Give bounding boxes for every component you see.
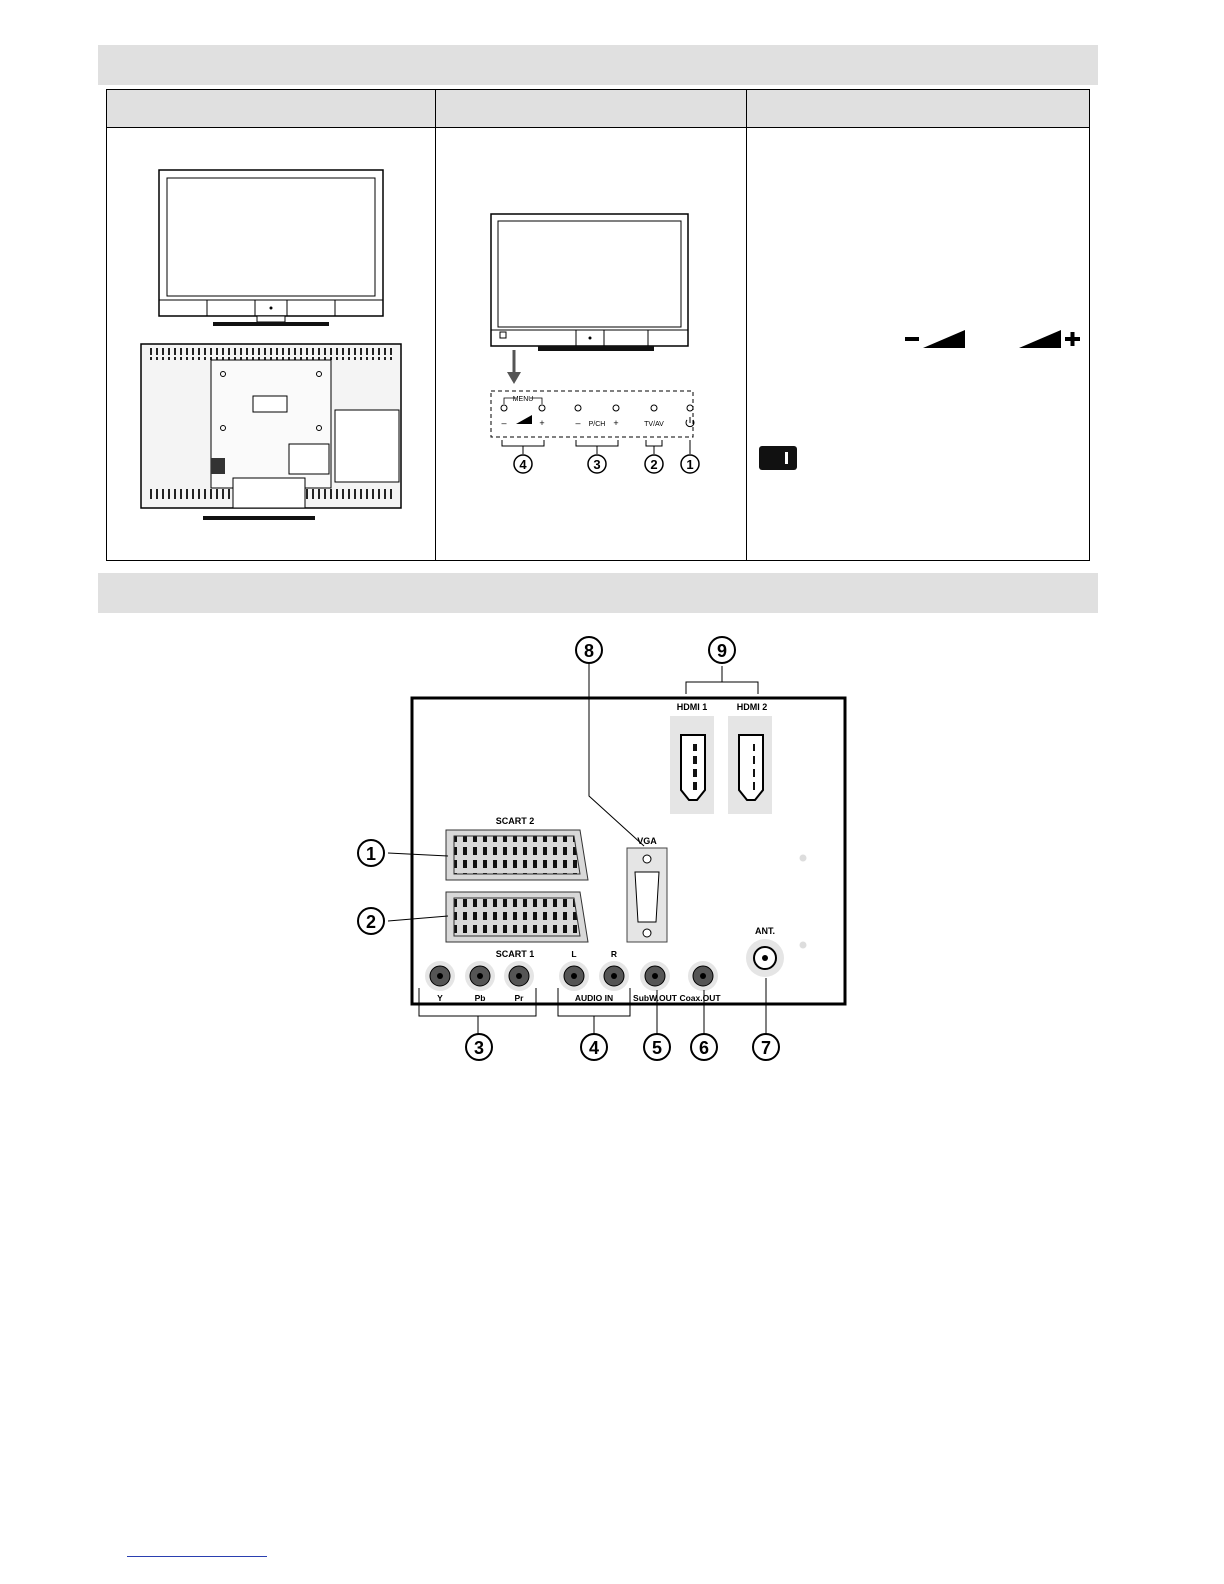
pr-jack: [504, 961, 534, 991]
control-panel-illustration: [436, 128, 746, 560]
volume-down-icon: [905, 330, 965, 348]
tvav-label: TV/AV: [644, 421, 664, 428]
menu-label: MENU: [512, 396, 534, 403]
svg-text:7: 7: [760, 1038, 772, 1058]
callout-2: [358, 908, 384, 934]
tv-front-back-illustration: [107, 128, 435, 560]
svg-text:3: 3: [593, 457, 601, 472]
callout-9: [709, 637, 735, 663]
hdmi2-label: HDMI 2: [736, 702, 768, 712]
subwoofer-out-jack: [640, 961, 670, 991]
control-panel-cell: [436, 128, 746, 560]
coax-out-jack: [688, 961, 718, 991]
pb-label: Pb: [474, 993, 486, 1003]
hdmi1-label: HDMI 1: [676, 702, 708, 712]
rear-connections-diagram: [0, 620, 1224, 1080]
callout-4: [514, 455, 532, 473]
pr-label: Pr: [514, 993, 524, 1003]
callout-2: [645, 455, 663, 473]
vol-plus-label: +: [539, 418, 545, 428]
screw-hole: [800, 855, 807, 862]
svg-text:6: 6: [698, 1038, 710, 1058]
svg-text:5: 5: [651, 1038, 663, 1058]
svg-text:8: 8: [583, 641, 595, 661]
screw-hole: [800, 942, 807, 949]
svg-text:3: 3: [473, 1038, 485, 1058]
scart2-label: SCART 2: [495, 816, 535, 826]
tv-front-view: [159, 170, 383, 326]
pch-plus-label: +: [613, 418, 619, 428]
callout-8: [576, 637, 602, 663]
svg-text:2: 2: [365, 912, 377, 932]
callout-5: [644, 1034, 670, 1060]
table-header-row: [107, 90, 1089, 128]
callout-3: [466, 1034, 492, 1060]
tv-front-small: [491, 214, 688, 351]
hdmi2-connector: [728, 702, 772, 814]
callout-1: [681, 455, 699, 473]
section-header-bar-connections: [98, 573, 1098, 613]
pch-label: P/CH: [588, 421, 606, 428]
section-header-bar-top: [98, 45, 1098, 85]
subw-out-label: SubW.OUT: [633, 993, 677, 1003]
ant-label: ANT.: [755, 926, 775, 936]
arrow-down-icon: [507, 372, 521, 384]
control-strip: [491, 391, 694, 437]
tv-back-view: [141, 344, 401, 520]
svg-text:2: 2: [650, 457, 658, 472]
svg-text:4: 4: [519, 457, 527, 472]
y-label: Y: [437, 993, 443, 1003]
vol-minus-label: –: [501, 418, 507, 428]
callout-1: [358, 840, 384, 866]
footnote-separator: [127, 1556, 267, 1557]
coax-out-label: Coax.OUT: [679, 993, 721, 1003]
audio-in-label: AUDIO IN: [574, 993, 614, 1003]
r-label: R: [610, 949, 618, 959]
volume-up-icon: [1019, 330, 1080, 348]
pch-minus-label: –: [575, 418, 581, 428]
callout-7: [753, 1034, 779, 1060]
svg-text:9: 9: [716, 641, 728, 661]
svg-text:1: 1: [686, 457, 694, 472]
l-label: L: [571, 949, 577, 959]
instructions-cell: [747, 128, 1089, 560]
y-jack: [425, 961, 455, 991]
callout-4: [581, 1034, 607, 1060]
svg-text:1: 1: [365, 844, 377, 864]
callout-6: [691, 1034, 717, 1060]
vga-connector: [627, 836, 667, 942]
scart1-label: SCART 1: [495, 949, 535, 959]
callout-3: [588, 455, 606, 473]
pb-jack: [465, 961, 495, 991]
hdmi1-connector: [670, 702, 714, 814]
vga-label: VGA: [637, 836, 657, 846]
controls-table: [106, 89, 1090, 561]
svg-text:4: 4: [588, 1038, 600, 1058]
power-switch-icon: [759, 446, 797, 470]
instruction-icons: [747, 128, 1089, 560]
audio-r-jack: [599, 961, 629, 991]
tv-views-cell: [107, 128, 435, 560]
audio-l-jack: [559, 961, 589, 991]
